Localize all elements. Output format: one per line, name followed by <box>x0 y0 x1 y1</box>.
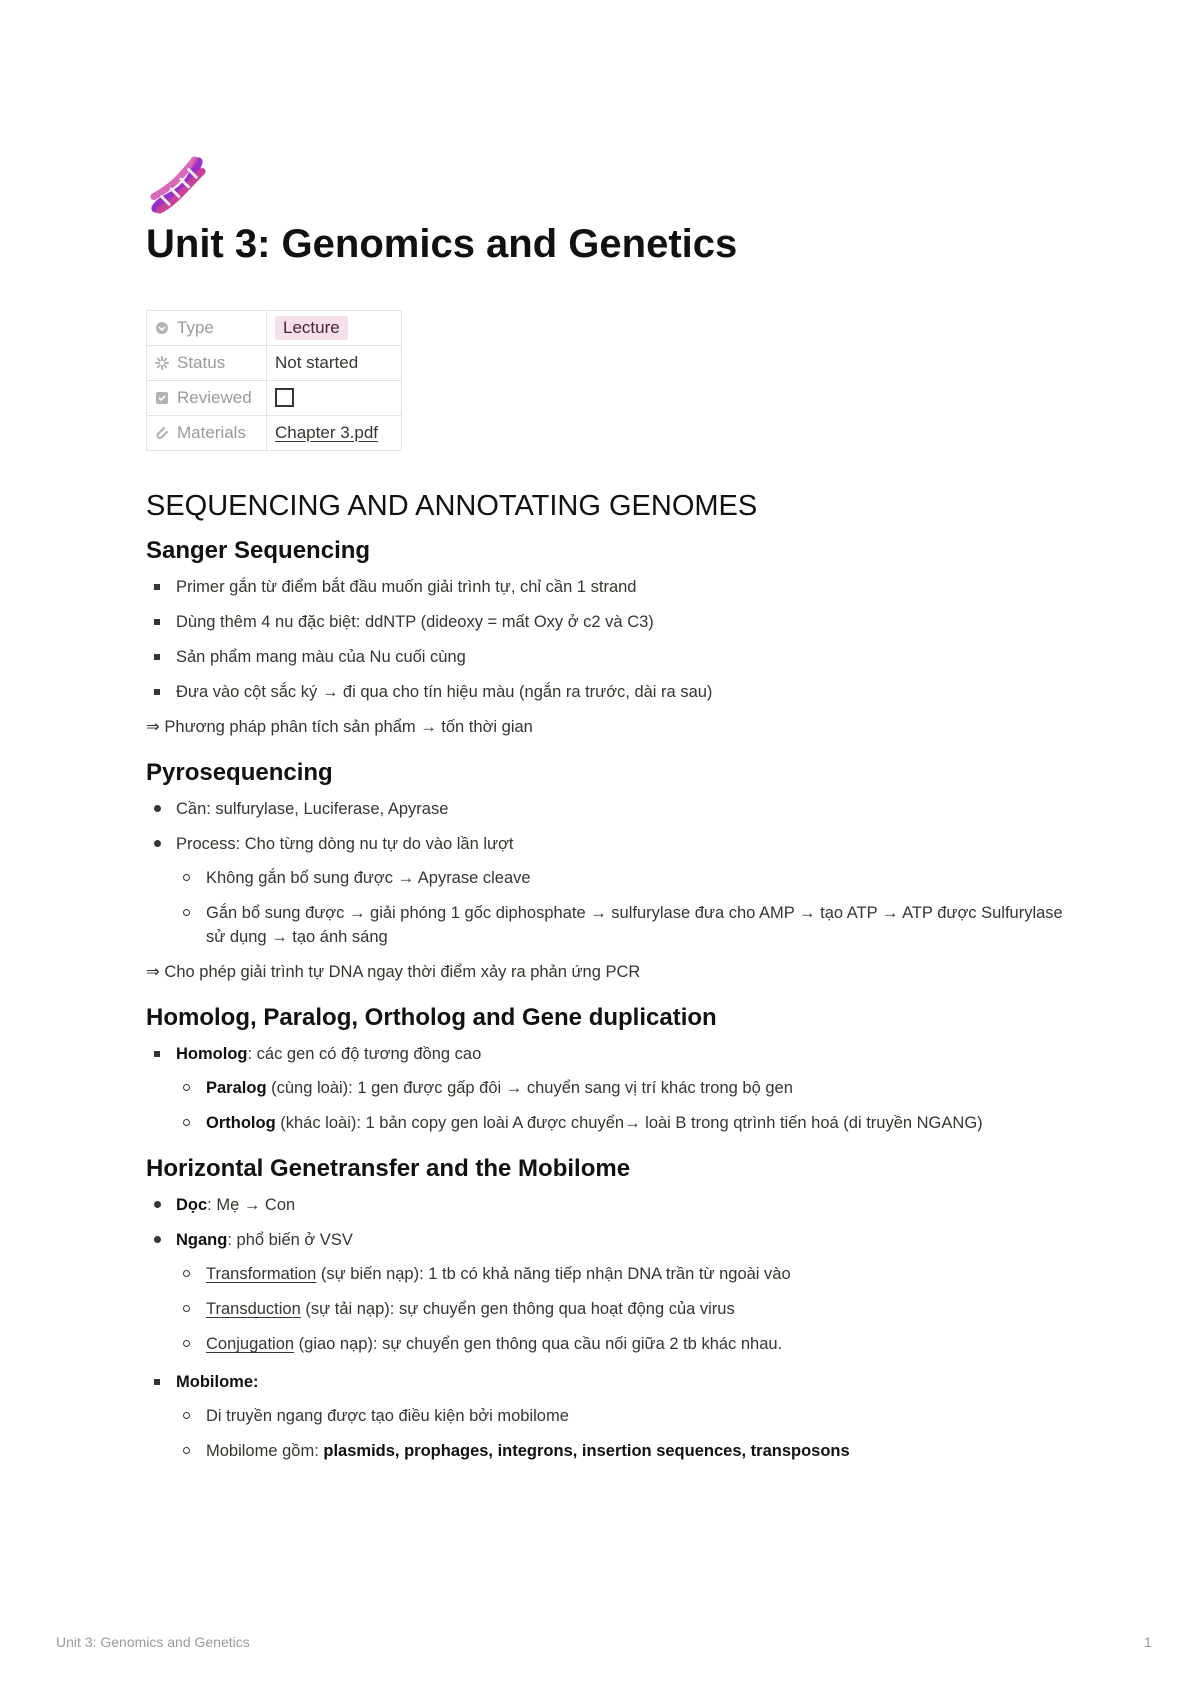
sub-list-item: Gắn bổ sung được → giải phóng 1 gốc diphosphate → sulfurylase đưa cho AMP → tạo ATP → ATP được Sulfurylase sử dụng → tạo ánh sáng <box>176 901 1066 949</box>
term-text: : phổ biến ở VSV <box>227 1231 353 1249</box>
materials-label: Materials <box>177 423 246 442</box>
page-title: Unit 3: Genomics and Genetics <box>146 222 738 266</box>
nested-list <box>176 1262 1066 1356</box>
sub-list-item <box>176 1439 1066 1463</box>
nested-list <box>176 866 1066 949</box>
list-item <box>146 1193 1066 1217</box>
sub-list-item: Di truyền ngang được tạo điều kiện bởi mobilome <box>176 1404 1066 1428</box>
sub-list-item <box>176 1332 1066 1356</box>
pyro-heading: Pyrosequencing <box>146 759 333 786</box>
checkbox-property-icon <box>155 391 169 405</box>
term-text: Mobilome gồm: <box>206 1442 324 1460</box>
page-number: 1 <box>1144 1634 1152 1650</box>
term-bold: Mobilome: <box>176 1373 259 1391</box>
term-text: (cùng loài): 1 gen được gấp đôi → chuyển sang vị trí khác trong bộ gen <box>266 1079 793 1097</box>
homolog-list <box>146 1042 1066 1135</box>
list-item: Primer gắn từ điểm bắt đầu muốn giải trình tự, chỉ cần 1 strand <box>146 575 1066 599</box>
list-item <box>146 1042 1066 1135</box>
sanger-conclusion: ⇒ Phương pháp phân tích sản phẩm → tốn thời gian <box>146 718 533 736</box>
sanger-heading: Sanger Sequencing <box>146 537 371 564</box>
status-value[interactable]: Not started <box>267 346 402 381</box>
type-tag[interactable]: Lecture <box>275 316 348 340</box>
page-content <box>146 490 1066 1474</box>
term-text: : các gen có độ tương đồng cao <box>247 1045 482 1063</box>
term-text: (khác loài): 1 bản copy gen loài A được chuyển→ loài B trong qtrình tiến hoá (di truyền NGANG) <box>275 1114 983 1132</box>
sub-list-item <box>176 1297 1066 1321</box>
paperclip-icon <box>155 426 169 440</box>
sub-list-item <box>176 1262 1066 1286</box>
nested-list <box>176 1076 1066 1135</box>
term-underlined: Conjugation <box>206 1335 295 1353</box>
sub-list-item <box>176 1076 1066 1100</box>
term-text: (sự tải nạp): sự chuyển gen thông qua hoạt động của virus <box>300 1300 735 1318</box>
list-item <box>146 832 1066 949</box>
property-row-status <box>147 346 402 381</box>
list-item <box>146 1228 1066 1356</box>
reviewed-label: Reviewed <box>177 388 252 407</box>
property-row-type <box>147 311 402 346</box>
footer-title: Unit 3: Genomics and Genetics <box>56 1634 250 1650</box>
list-item <box>146 1370 1066 1463</box>
nested-list <box>176 1404 1066 1463</box>
term-text: (giao nạp): sự chuyển gen thông qua cầu nối giữa 2 tb khác nhau. <box>294 1335 783 1353</box>
hgt-heading: Horizontal Genetransfer and the Mobilome <box>146 1155 631 1182</box>
term-bold: Ngang <box>176 1231 228 1249</box>
property-row-materials <box>147 416 402 451</box>
list-item: Sản phẩm mang màu của Nu cuối cùng <box>146 645 1066 669</box>
term-text: : Mẹ → Con <box>207 1196 296 1214</box>
status-icon <box>155 356 169 370</box>
select-icon <box>155 321 169 335</box>
section-heading: SEQUENCING AND ANNOTATING GENOMES <box>146 490 758 522</box>
dna-icon <box>146 154 208 216</box>
pyro-list <box>146 797 1066 949</box>
status-label: Status <box>177 353 226 372</box>
materials-file-link[interactable]: Chapter 3.pdf <box>275 423 379 442</box>
homolog-heading: Homolog, Paralog, Ortholog and Gene duplication <box>146 1004 717 1031</box>
list-item-text: Process: Cho từng dòng nu tự do vào lần lượt <box>176 835 514 853</box>
term-underlined: Transduction <box>206 1300 301 1318</box>
term-bold: Ortholog <box>206 1114 276 1132</box>
term-text: (sự biến nạp): 1 tb có khả năng tiếp nhận DNA trần từ ngoài vào <box>316 1265 791 1283</box>
term-bold: Homolog <box>176 1045 248 1063</box>
reviewed-checkbox[interactable] <box>275 388 294 407</box>
list-item: Cần: sulfurylase, Luciferase, Apyrase <box>146 797 1066 821</box>
sub-list-item: Không gắn bổ sung được → Apyrase cleave <box>176 866 1066 890</box>
properties-table <box>146 310 402 451</box>
term-bold: Paralog <box>206 1079 267 1097</box>
list-item: Đưa vào cột sắc ký → đi qua cho tín hiệu màu (ngắn ra trước, dài ra sau) <box>146 680 1066 704</box>
pyro-conclusion: ⇒ Cho phép giải trình tự DNA ngay thời điểm xảy ra phản ứng PCR <box>146 963 641 981</box>
sub-list-item <box>176 1111 1066 1135</box>
sanger-list <box>146 575 1066 704</box>
term-bold: Dọc <box>176 1196 208 1214</box>
list-item: Dùng thêm 4 nu đặc biệt: ddNTP (dideoxy = mất Oxy ở c2 và C3) <box>146 610 1066 634</box>
term-bold: plasmids, prophages, integrons, insertion sequences, transposons <box>323 1442 850 1460</box>
term-underlined: Transformation <box>206 1265 317 1283</box>
property-row-reviewed <box>147 381 402 416</box>
hgt-list <box>146 1193 1066 1463</box>
type-label: Type <box>177 318 214 337</box>
